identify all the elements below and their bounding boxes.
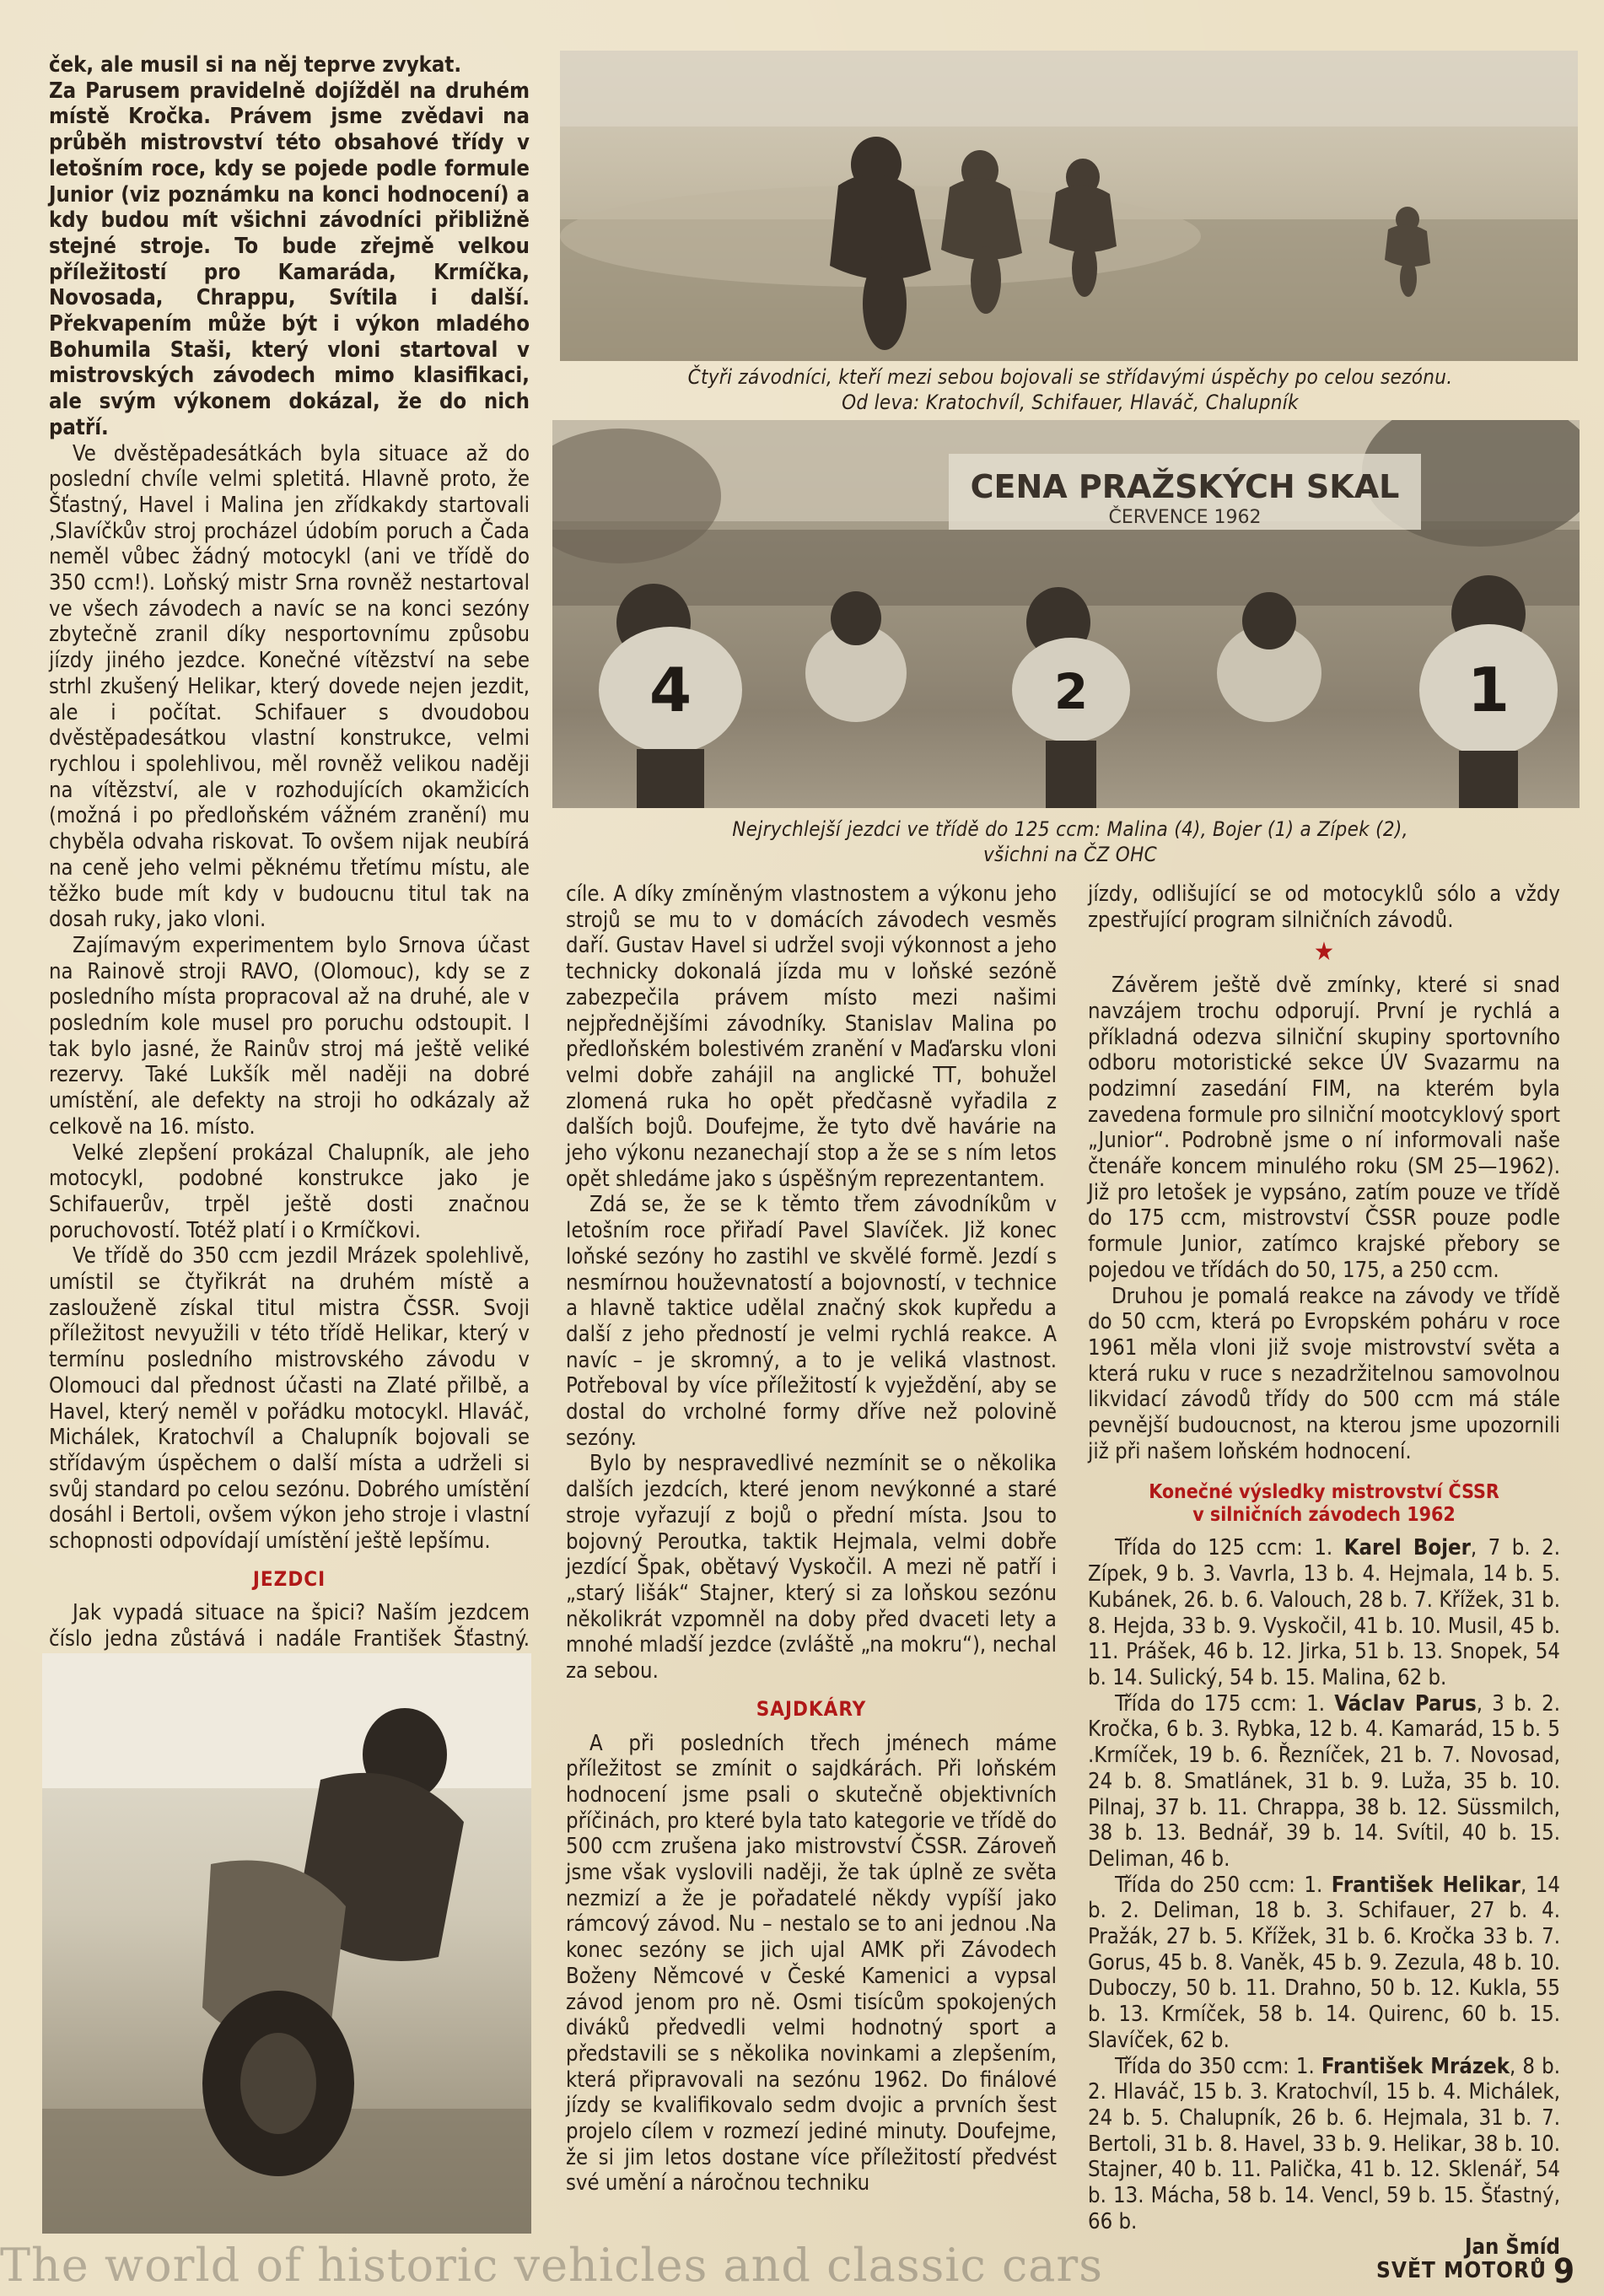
class-winner: František Mrázek <box>1321 2053 1510 2079</box>
class-standings: , 7 b. 2. Zípek, 9 b. 3. Vavrla, 13 b. 4. Hejmala, 14 b. 5. Kubánek, 26. b. 6. Valouch, 28 b. 7. Křížek, 31 b. 8. Hejda, 33 b. 9. Vyskočil, 41 b. 10. Musil, 45 b. 11. Prášek, 46 b. 12. Jirka, 51 b. 13. Snopek, 54 b. 14. Sulický, 54 b. 15. Malina, 62 b. <box>1088 1535 1560 1690</box>
results-list <box>1088 1535 1560 2261</box>
lead-paragraph: Za Parusem pravidelně dojížděl na druhém místě Kročka. Právem jsme zvědavi na průběh mistrovství této obsahové třídy v letošním roce, kdy se pojede podle formule Junior (viz poznámku na konci hodnocení) a kdy budou mít všichni závodníci přibližně stejné stroje. To bude zřejmě velkou příležitostí pro Kamaráda, Krmíčka, Novosada, Chrappu, Svítila i další. Překvapením může být i výkon mladého Bohumila Staši, který vloni startoval v mistrovských závodech mimo klasifikaci, ale svým výkonem dokázal, že do nich patří. <box>49 78 530 440</box>
results-class-175 <box>1088 1691 1560 1873</box>
article-paragraph: Závěrem ještě dvě zmínky, které si snad navzájem trochu odporují. První je rychlá a příkladná odezva silniční skupiny sportovního odboru motoristické sekce ÚV Svazarmu na podzimní zasedání FIM, na kterém byla zavedena formule pro silniční mootcyklový sport „Junior“. Podrobně jsme o ní informovali naše čtenáře koncem minulého roku (SM 25—1962). Již pro letošek je vypsáno, zatím pouze ve třídě do 175 ccm, mistrovství ČSSR pouze podle formule Junior, zatímco krajské přebory se pojedou ve třídách do 50, 175, a 250 ccm. <box>1088 973 1560 1283</box>
article-paragraph: A při posledních třech jménech máme příležitost se zmínit o sajdkárách. Při loňském hodnocení jsme psali o skutečně objektivních příčinách, pro které byla tato kategorie ve třídě do 500 ccm zrušena jako mistrovství ČSSR. Zároveň jsme však vyslovili naději, že tak úplně ze světa nezmizí a že je pořadatelé někdy vypíší jako rámcový závod. Nu – nestalo se to ani jednou .Na konec sezóny se jich ujal AMK při Závodech Boženy Němcové v České Kamenici a vypsal závod jenom pro ně. Osmi tisícům spokojených diváků předvedli velmi hodnotný sport a představili se s několika novinkami a zlepšením, která připravovali na sezónu 1962. Do finálové jízdy se kvalifikovalo sedm dvojic a prvních šest projelo cílem v rozmezí jediné minuty. Doufejme, že si jim letos dostane více příležitostí předvést své umění a náročnou techniku <box>566 1730 1057 2196</box>
rider-number-4 <box>599 584 742 808</box>
results-class-250 <box>1088 1873 1560 2054</box>
article-paragraph: Ve třídě do 350 ccm jezdil Mrázek spolehlivě, umístil se čtyřikrát na druhém místě a zaslouženě získal titul mistra ČSSR. Svoji příležitost nevyužili v této třídě Helikar, který v termínu posledního mistrovského závodu v Olomouci dal přednost účasti na Zlaté přilbě, a Havel, který neměl v pořádku motocykl. Hlaváč, Michálek, Kratochvíl a Chalupník bojovali se střídavým úspěchem o další místa a udrželi si svůj standard po celou sezónu. Dobrého umístění dosáhl i Bertoli, ovšem výkon jeho stroje i vlastní schopnosti odpovídají umístění ještě lepšímu. <box>49 1243 530 1555</box>
article-paragraph: Bylo by nespravedlivé nezmínit se o několika dalších jezdcích, které jenom nevýkonné a staré stroje vyřazují z bojů o přední místa. Jsou to bojovný Peroutka, taktik Hejmala, velmi dobře jezdící Špak, obětavý Vyskočil. A mezi ně patří i „starý lišák“ Stajner, který si za loňskou sezónu několikrát vzpomněl na doby před dvaceti lety a mnohé mladší jezdce (zvláště „na mokru“), nechal za sebou. <box>566 1451 1057 1684</box>
author-signature: Jan Šmíd <box>1464 2234 1560 2261</box>
section-heading-sajdkary: SAJDKÁRY <box>756 1696 867 1721</box>
results-class-350 <box>1088 2054 1560 2235</box>
results-title <box>1088 1481 1560 1527</box>
magazine-name: SVĚT MOTORŮ <box>1376 2258 1547 2283</box>
photo-caption <box>557 817 1584 867</box>
rider-number-2 <box>1012 587 1130 808</box>
class-standings: , 8 b. 2. Hlaváč, 15 b. 3. Kratochvíl, 15 b. 4. Michálek, 24 b. 5. Chalupník, 26 b. 6. Hejmala, 31 b. 7. Bertoli, 31 b. 8. Havel, 33 b. 9. Helikar, 38 b. 10. Stajner, 40 b. 11. Palička, 41 b. 12. Sklenář, 54 b. 13. Mácha, 58 b. 14. Vencl, 59 b. 15. Šťastný, 66 b. <box>1088 2053 1560 2234</box>
banner-text: CENA PRAŽSKÝCH SKAL <box>970 468 1400 505</box>
class-winner: Václav Parus <box>1334 1690 1477 1717</box>
article-paragraph: Jak vypadá situace na špici? Naším jezdcem číslo jedna zůstává i nadále František Šťastný. <box>49 1600 530 1652</box>
class-label: Třída do 350 ccm: 1. <box>1115 2053 1315 2079</box>
star-divider-icon: ★ <box>1313 937 1335 967</box>
class-winner: Karel Bojer <box>1343 1535 1471 1561</box>
photo-125cc-start <box>552 420 1580 808</box>
photo-four-riders <box>560 51 1578 361</box>
article-paragraph: cíle. A díky zmíněným vlastnostem a výkonu jeho strojů se mu to v domácích závodech vesměs daří. Gustav Havel si udržel svoji výkonnost a jeho technicky dokonalá jízda mu v loňské sezóně zabezpečila právem místo mezi našimi nejpřednějšími závodníky. Stanislav Malina po předloňském bolestivém zranění v Maďarsku vloni velmi dobře zahájil na anglické TT, bohužel zlomená ruka ho opět předčasně vyřadila z dalších bojů. Doufejme, že tyto dvě havárie na jeho výkonu nezanechají stop a že se s ním letos opět shledáme jako s úspěšným reprezentantem. <box>566 881 1057 1192</box>
column-right <box>1088 881 1560 2261</box>
rider-number-1 <box>1419 575 1558 808</box>
results-title-line: Konečné výsledky mistrovství ČSSR <box>1149 1481 1499 1504</box>
article-paragraph: Druhou je pomalá reakce na závody ve třídě do 50 ccm, která po Evropském poháru v roce 1961 měla vloni již svoje mistrovství světa a která ruku v ruce s nezadržitelnou samovolnou likvidací závodů třídy do 500 ccm má stále pevnější budoucnost, na kterou jsme upozornili již při našem loňském hodnocení. <box>1088 1283 1560 1464</box>
race-number: 4 <box>649 655 692 725</box>
banner-subtext: ČERVENCE 1962 <box>1108 507 1262 528</box>
class-label: Třída do 125 ccm: 1. <box>1115 1535 1333 1561</box>
photo-rider-cornering <box>42 1653 531 2234</box>
caption-line: všichni na ČZ OHC <box>982 843 1158 866</box>
article-paragraph: jízdy, odlišující se od motocyklů sólo a vždy zpestřující program silničních závodů. <box>1088 881 1560 933</box>
caption-line: Od leva: Kratochvíl, Schifauer, Hlaváč, Chalupník <box>842 391 1299 414</box>
caption-line: Čtyři závodníci, kteří mezi sebou bojovali se střídavými úspěchy po celou sezónu. <box>687 365 1453 389</box>
race-number: 1 <box>1467 655 1510 725</box>
lead-bold-line: ček, ale musil si na něj teprve zvykat. <box>49 52 462 78</box>
results-title-line: v silničních závodech 1962 <box>1192 1504 1456 1527</box>
article-paragraph: Velké zlepšení prokázal Chalupník, ale jeho motocykl, podobné konstrukce jako je Schifauerův, trpěl ještě dosti značnou poruchovostí. Totéž platí i o Krmíčkovi. <box>49 1140 530 1243</box>
article-paragraph: Ve dvěstěpadesátkách byla situace až do poslední chvíle velmi spletitá. Hlavně proto, že Šťastný, Havel i Malina jen zřídkakdy startovali ‚Slavíčkův stroj procházel údobím poruch a Čada neměl vůbec žádný motocykl (ani ve třídě do 350 ccm!). Loňský mistr Srna rovněž nestartoval ve všech závodech a navíc se na konci sezóny zbytečně zranil díky nesportovnímu způsobu jízdy jiného jezdce. Konečné vítězství na sebe strhl zkušený Helikar, který dovede nejen jezdit, ale i počítat. Schifauer s dvoudobou dvěstěpadesátkou vlastní konstrukce, velmi rychlou i spolehlivou, měl rovněž velikou naději na vítězství, ale v rozhodujících okamžicích (možná i po předloňském vážném zranění) mu chyběla odvaha riskovat. To ovšem nijak neubírá na ceně jeho velmi pěknému třetímu místu, ale těžko bude mít kdy v budoucnu titul tak na dosah ruky, jako vloni. <box>49 440 530 933</box>
article-paragraph: Zdá se, že se k těmto třem závodníkům v letošním roce přiřadí Pavel Slavíček. Již konec loňské sezóny ho zastihl ve skvělé formě. Jezdí s nesmírnou houževnatostí a bojovností, v technice a hlavně taktice udělal značný skok kupředu a další z jeho předností je velmi rychlá reakce. A navíc – je skromný, a to je veliká vlastnost. Potřeboval by více příležitostí k vyježdění, aby se dostal do vrcholné formy dříve než polovině sezóny. <box>566 1192 1057 1451</box>
results-class-125 <box>1088 1535 1560 1690</box>
photo-caption <box>557 364 1584 415</box>
class-label: Třída do 250 ccm: 1. <box>1115 1872 1323 1898</box>
section-heading-jezdci: JEZDCI <box>252 1566 326 1591</box>
article-paragraph: Zajímavým experimentem bylo Srnova účast na Rainově stroji RAVO, (Olomouc), kdy se z posledního místa propracoval až na druhé, ale v posledním kole musel pro poruchu odstoupit. I tak bylo jasné, že Rainův stroj má ještě veliké rezervy. Také Lukšík měl naději na dobré umístění, ale defekty na stroji ho odkázaly až celkově na 16. místo. <box>49 932 530 1140</box>
class-standings: , 3 b. 2. Kročka, 6 b. 3. Rybka, 12 b. 4. Kamarád, 15 b. 5 .Krmíček, 19 b. 6. Řezníček, 21 b. 7. Novosad, 24 b. 8. Smatlánek, 31 b. 9. Luža, 35 b. 10. Pilnaj, 37 b. 11. Chrappa, 38 b. 12. Süssmilch, 38 b. 13. Bednář, 39 b. 14. Svítil, 40 b. 15. Deliman, 46 b. <box>1088 1690 1560 1872</box>
column-middle <box>566 881 1057 2196</box>
class-label: Třída do 175 ccm: 1. <box>1115 1690 1326 1717</box>
column-left <box>49 52 530 1756</box>
class-winner: František Helikar <box>1331 1872 1521 1898</box>
class-standings: , 14 b. 2. Deliman, 18 b. 3. Schifauer, 27 b. 4. Pražák, 27 b. 5. Křížek, 31 b. 6. Kročka 33 b. 7. Gorus, 45 b. 8. Vaněk, 45 b. 9. Zezula, 48 b. 10. Duboczy, 50 b. 11. Drahno, 50 b. 12. Kukla, 55 b. 13. Krmíček, 58 b. 14. Quirenc, 60 b. 15. Slavíček, 62 b. <box>1088 1872 1560 2053</box>
watermark-text: The world of historic vehicles and classic cars <box>0 2239 1103 2292</box>
caption-line: Nejrychlejší jezdci ve třídě do 125 ccm: Malina (4), Bojer (1) a Zípek (2), <box>732 817 1408 841</box>
footer-brand <box>1376 2252 1575 2291</box>
page-number: 9 <box>1553 2252 1576 2291</box>
race-number: 2 <box>1053 663 1089 720</box>
